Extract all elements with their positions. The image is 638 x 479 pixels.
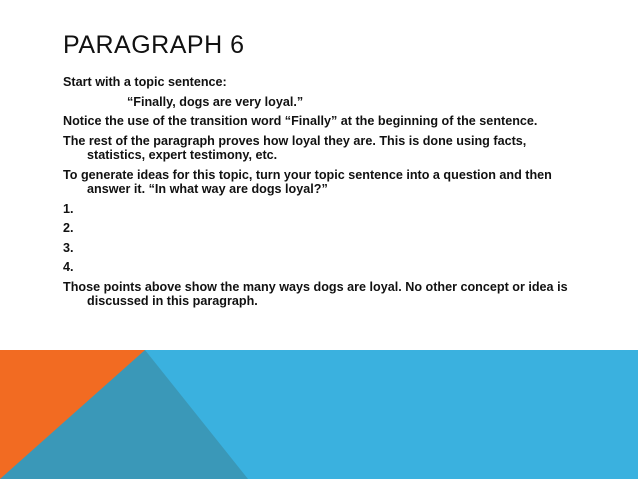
footer-teal-triangle (0, 350, 248, 479)
body-line-generate-ideas: To generate ideas for this topic, turn your topic sentence into a question and then answer it. “In what way are dogs loyal?” (63, 167, 552, 196)
list-item-3: 3. (63, 240, 74, 255)
slide-title: PARAGRAPH 6 (63, 31, 245, 59)
slide-body (63, 75, 583, 314)
footer-orange-triangle (0, 350, 145, 479)
list-item-4: 4. (63, 260, 74, 274)
footer-blue-band (0, 350, 638, 479)
list-item-1: 1. (63, 201, 74, 216)
body-line-conclusion: Those points above show the many ways dogs are loyal. No other concept or idea is discussed in this paragraph. (63, 279, 568, 308)
list-item-2: 2. (63, 221, 74, 235)
body-line-proof: The rest of the paragraph proves how loyal they are. This is done using facts, statistics, expert testimony, etc. (63, 133, 527, 162)
body-line-transition-note: Notice the use of the transition word “Finally” at the beginning of the sentence. (63, 114, 538, 128)
body-line-topic-sentence: “Finally, dogs are very loyal.” (127, 94, 304, 109)
body-line-topic-intro: Start with a topic sentence: (63, 75, 227, 89)
